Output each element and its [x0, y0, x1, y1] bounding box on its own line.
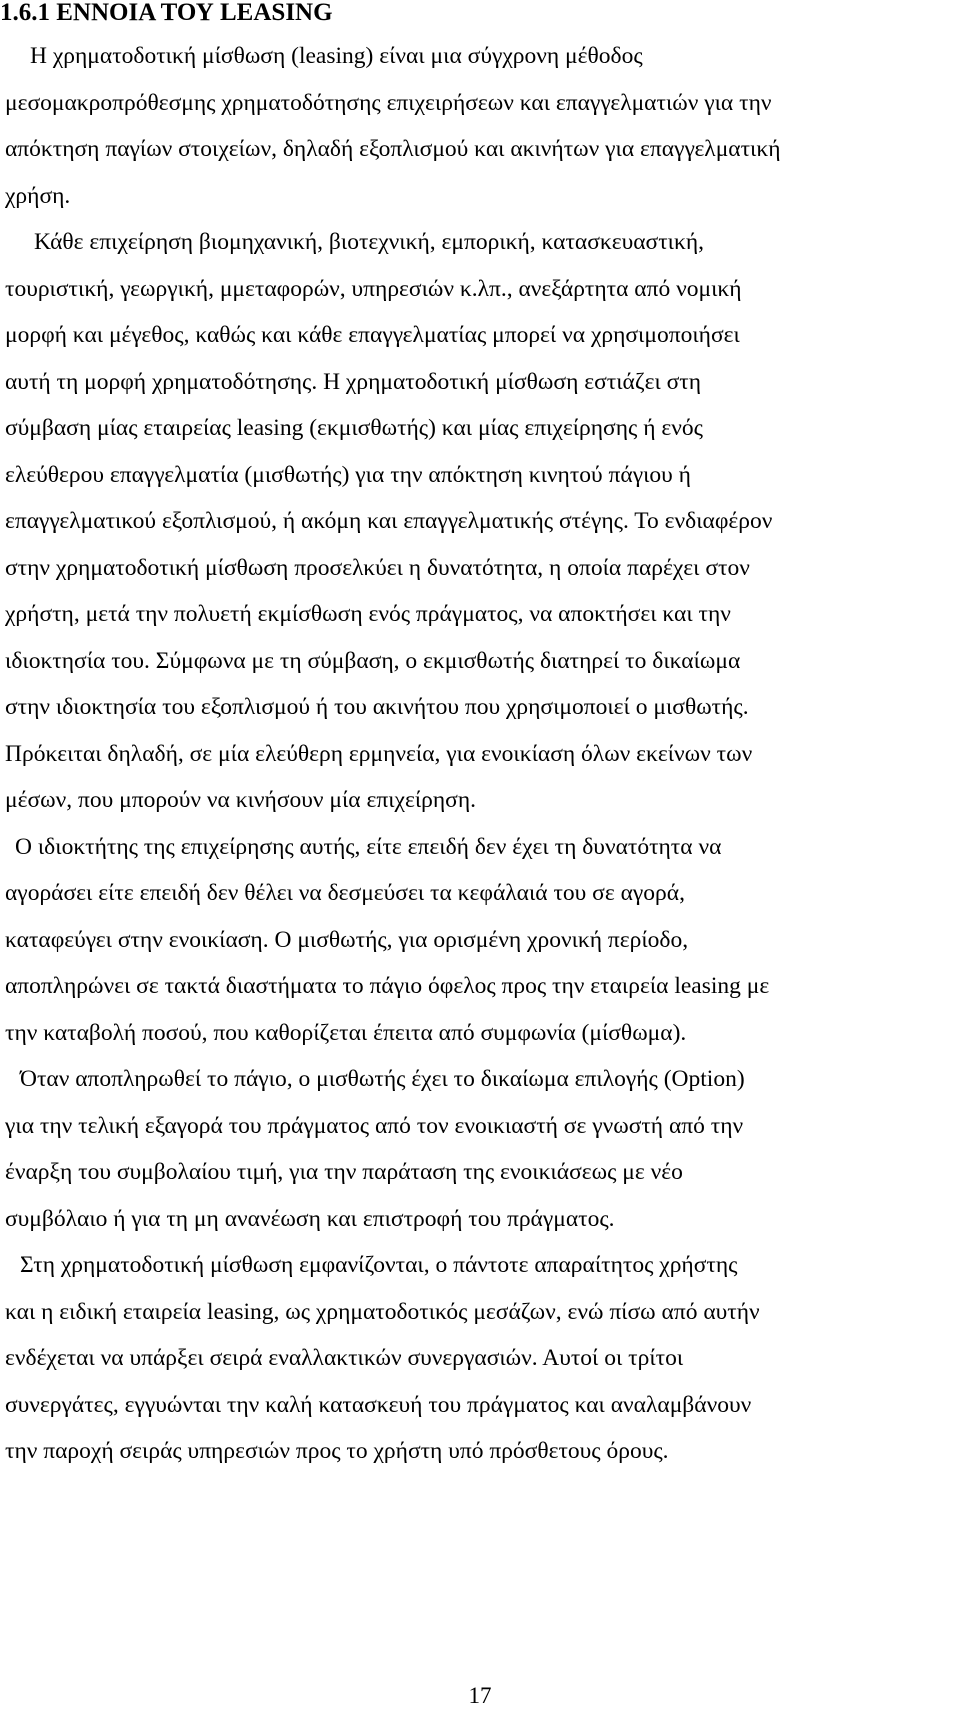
text-line: Ο ιδιοκτήτης της επιχείρησης αυτής, είτε επειδή δεν έχει τη δυνατότητα να [15, 834, 722, 860]
text-line: αυτή τη μορφή χρηματοδότησης. Η χρηματοδοτική μίσθωση εστιάζει στη [5, 369, 702, 395]
text-line: καταφεύγει στην ενοικίαση. Ο μισθωτής, για ορισμένη χρονική περίοδο, [5, 927, 689, 953]
text-line: Όταν αποπληρωθεί το πάγιο, ο μισθωτής έχει το δικαίωμα επιλογής (Option) [20, 1066, 745, 1092]
text-line: την παροχή σειράς υπηρεσιών προς το χρήστη υπό πρόσθετους όρους. [5, 1438, 669, 1464]
page-number: 17 [468, 1683, 492, 1708]
text-line: αγοράσει είτε επειδή δεν θέλει να δεσμεύσει τα κεφάλαιά του σε αγορά, [5, 880, 685, 906]
text-line: χρήση. [5, 183, 71, 209]
text-line: ενδέχεται να υπάρξει σειρά εναλλακτικών συνεργασιών. Αυτοί οι τρίτοι [5, 1345, 684, 1371]
text-line: χρήστη, μετά την πολυετή εκμίσθωση ενός πράγματος, να αποκτήσει και την [5, 601, 731, 627]
text-line: για την τελική εξαγορά του πράγματος από τον ενοικιαστή σε γνωστή από την [5, 1113, 744, 1139]
text-line: τουριστική, γεωργική, μμεταφορών, υπηρεσιών κ.λπ., ανεξάρτητα από νομική [5, 276, 742, 302]
text-line: Στη χρηματοδοτική μίσθωση εμφανίζονται, ο πάντοτε απαραίτητος χρήστης [20, 1252, 738, 1278]
text-line: Η χρηματοδοτική μίσθωση (leasing) είναι μια σύγχρονη μέθοδος [30, 43, 643, 69]
text-line: μέσων, που μπορούν να κινήσουν μία επιχείρηση. [5, 787, 477, 813]
text-line: Πρόκειται δηλαδή, σε μία ελεύθερη ερμηνεία, για ενοικίαση όλων εκείνων των [5, 741, 753, 767]
text-line: στην χρηματοδοτική μίσθωση προσελκύει η δυνατότητα, η οποία παρέχει στον [5, 555, 750, 581]
text-line: επαγγελματικού εξοπλισμού, ή ακόμη και επαγγελματικής στέγης. Το ενδιαφέρον [5, 508, 773, 534]
text-line: ελεύθερου επαγγελματία (μισθωτής) για την απόκτηση κινητού πάγιου ή [5, 462, 691, 488]
text-line: μεσομακροπρόθεσμης χρηματοδότησης επιχειρήσεων και επαγγελματιών για την [5, 90, 772, 116]
text-line: αποπληρώνει σε τακτά διαστήματα το πάγιο όφελος προς την εταιρεία leasing με [5, 973, 770, 999]
section-heading: 1.6.1 ΕΝΝΟΙΑ ΤΟΥ LEASING [0, 0, 333, 26]
text-line: απόκτηση παγίων στοιχείων, δηλαδή εξοπλισμού και ακινήτων για επαγγελματική [5, 136, 781, 162]
text-line: στην ιδιοκτησία του εξοπλισμού ή του ακινήτου που χρησιμοποιεί ο μισθωτής. [5, 694, 749, 720]
text-line: την καταβολή ποσού, που καθορίζεται έπειτα από συμφωνία (μίσθωμα). [5, 1020, 687, 1046]
text-line: συνεργάτες, εγγυώνται την καλή κατασκευή του πράγματος και αναλαμβάνουν [5, 1392, 752, 1418]
text-line: συμβόλαιο ή για τη μη ανανέωση και επιστροφή του πράγματος. [5, 1206, 615, 1232]
text-line: ιδιοκτησία του. Σύμφωνα με τη σύμβαση, ο εκμισθωτής διατηρεί το δικαίωμα [5, 648, 741, 674]
text-line: σύμβαση μίας εταιρείας leasing (εκμισθωτής) και μίας επιχείρησης ή ενός [5, 415, 703, 441]
text-line: Κάθε επιχείρηση βιομηχανική, βιοτεχνική, εμπορική, κατασκευαστική, [34, 229, 704, 255]
text-line: μορφή και μέγεθος, καθώς και κάθε επαγγελματίας μπορεί να χρησιμοποιήσει [5, 322, 740, 348]
text-line: έναρξη του συμβολαίου τιμή, για την παράταση της ενοικιάσεως με νέο [5, 1159, 683, 1185]
text-line: και η ειδική εταιρεία leasing, ως χρηματοδοτικός μεσάζων, ενώ πίσω από αυτήν [5, 1299, 760, 1325]
